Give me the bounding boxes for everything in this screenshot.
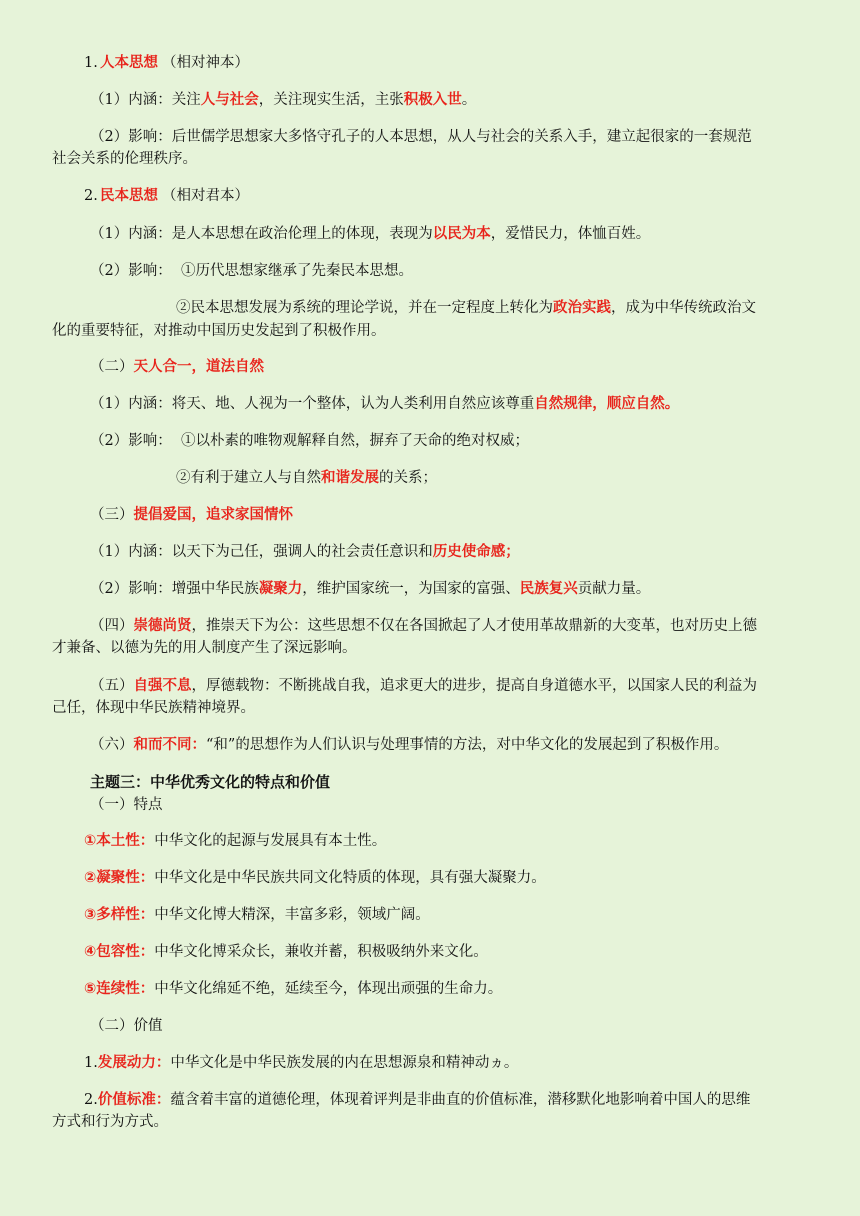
keyword: 民族复兴 bbox=[519, 581, 578, 597]
keyword: 崇德尚贤 bbox=[133, 618, 192, 634]
keyword: 政治实践 bbox=[553, 300, 611, 316]
text: 方式和行为方式。 bbox=[52, 1114, 168, 1130]
keyword: 和谐发展 bbox=[321, 470, 379, 486]
keyword: 发展动力： bbox=[97, 1055, 171, 1071]
text: （1）内涵：以天下为己任，强调人的社会责任意识和 bbox=[90, 544, 433, 560]
section-number: （三） bbox=[90, 507, 134, 523]
keyword: ①本土性： bbox=[84, 833, 155, 849]
keyword: 人与社会 bbox=[200, 92, 259, 108]
note: （相对君本） bbox=[162, 188, 249, 204]
text: ，关注现实生活，主张 bbox=[258, 92, 404, 108]
keyword: ③多样性： bbox=[84, 907, 155, 923]
text: （1）内涵：是人本思想在政治伦理上的体现，表现为 bbox=[90, 226, 433, 242]
subheading: （二）价值 bbox=[90, 1018, 163, 1034]
keyword: ②凝聚性： bbox=[84, 870, 155, 886]
text: 。 bbox=[461, 92, 477, 108]
text: 才兼备、以德为先的用人制度产生了深远影响。 bbox=[52, 640, 357, 656]
keyword: 价值标准： bbox=[97, 1092, 171, 1108]
section-number: 1. bbox=[84, 1055, 98, 1071]
keyword: 人本思想 bbox=[100, 55, 158, 71]
text: （1）内涵：关注 bbox=[90, 92, 201, 108]
section-number: （二） bbox=[90, 359, 134, 375]
text: ，厚德载物：不断挑战自我，追求更大的进步，提高自身道德水平，以国家人民的利益为 bbox=[191, 678, 757, 694]
text: 中华文化博采众长，兼收并蓄，积极吸纳外来文化。 bbox=[154, 944, 488, 960]
text: 的关系； bbox=[379, 470, 437, 486]
note: （相对神本） bbox=[162, 55, 249, 71]
heading: 主题三：中华优秀文化的特点和价值 bbox=[90, 773, 331, 791]
text: ②民本思想发展为系统的理论学说，并在一定程度上转化为 bbox=[176, 300, 553, 316]
text: ，成为中华传统政治文 bbox=[611, 300, 756, 316]
keyword: 和而不同： bbox=[133, 737, 206, 753]
text: （2）影响：增强中华民族 bbox=[90, 581, 259, 597]
keyword: 以民为本 bbox=[432, 226, 491, 242]
text: 贡献力量。 bbox=[577, 581, 651, 597]
section-number: 2. bbox=[84, 1092, 98, 1108]
keyword: 自然规律，顺应自然。 bbox=[534, 396, 680, 412]
text: 中华文化绵延不绝，延续至今，体现出顽强的生命力。 bbox=[154, 981, 503, 997]
text: 化的重要特征，对推动中国历史发起到了积极作用。 bbox=[52, 323, 386, 339]
text: 中华文化的起源与发展具有本土性。 bbox=[154, 833, 387, 849]
text: ，维护国家统一，为国家的富强、 bbox=[302, 581, 520, 597]
text: （2）影响：后世儒学思想家大多恪守孔子的人本思想，从人与社会的关系入手，建立起很家的一套规范 bbox=[90, 129, 752, 145]
section-number: （五） bbox=[90, 678, 134, 694]
keyword: ⑤连续性： bbox=[84, 981, 155, 997]
text: （2）影响： ①以朴素的唯物观解释自然，摒弃了天命的绝对权威； bbox=[90, 433, 529, 449]
section-number: （四） bbox=[90, 618, 134, 634]
keyword: 凝聚力 bbox=[258, 581, 303, 597]
text: 中华文化博大精深，丰富多彩，领域广阔。 bbox=[154, 907, 430, 923]
text: 蕴含着丰富的道德伦理，体现着评判是非曲直的价值标准，潜移默化地影响着中国人的思维 bbox=[170, 1092, 751, 1108]
text: ，爱惜民力，体恤百姓。 bbox=[490, 226, 651, 242]
keyword: 民本思想 bbox=[100, 188, 158, 204]
text: （1）内涵：将天、地、人视为一个整体，认为人类利用自然应该尊重 bbox=[90, 396, 535, 412]
section-number: （六） bbox=[90, 737, 134, 753]
keyword: 自强不息 bbox=[133, 678, 192, 694]
keyword: 提倡爱国，追求家国情怀 bbox=[133, 507, 293, 523]
text: 己任，体现中华民族精神境界。 bbox=[52, 700, 255, 716]
text: （2）影响： ①历代思想家继承了先秦民本思想。 bbox=[90, 263, 413, 279]
section-number: 2. bbox=[84, 188, 98, 204]
text: ②有利于建立人与自然 bbox=[176, 470, 321, 486]
keyword: 天人合一，道法自然 bbox=[133, 359, 264, 375]
text: “和”的思想作为人们认识与处理事情的方法，对中华文化的发展起到了积极作用。 bbox=[206, 737, 729, 753]
text: 社会关系的伦理秩序。 bbox=[52, 151, 197, 167]
subheading: （一）特点 bbox=[90, 797, 163, 813]
text: 中华文化是中华民族发展的内在思想源泉和精神动ヵ。 bbox=[170, 1055, 519, 1071]
text: ，推崇天下为公：这些思想不仅在各国掀起了人才使用革故鼎新的大变革，也对历史上德 bbox=[191, 618, 757, 634]
text: 中华文化是中华民族共同文化特质的体现，具有强大凝聚力。 bbox=[154, 870, 546, 886]
keyword: 历史使命感； bbox=[432, 544, 520, 560]
keyword: ④包容性： bbox=[84, 944, 155, 960]
section-number: 1. bbox=[84, 55, 98, 71]
keyword: 积极入世 bbox=[403, 92, 462, 108]
